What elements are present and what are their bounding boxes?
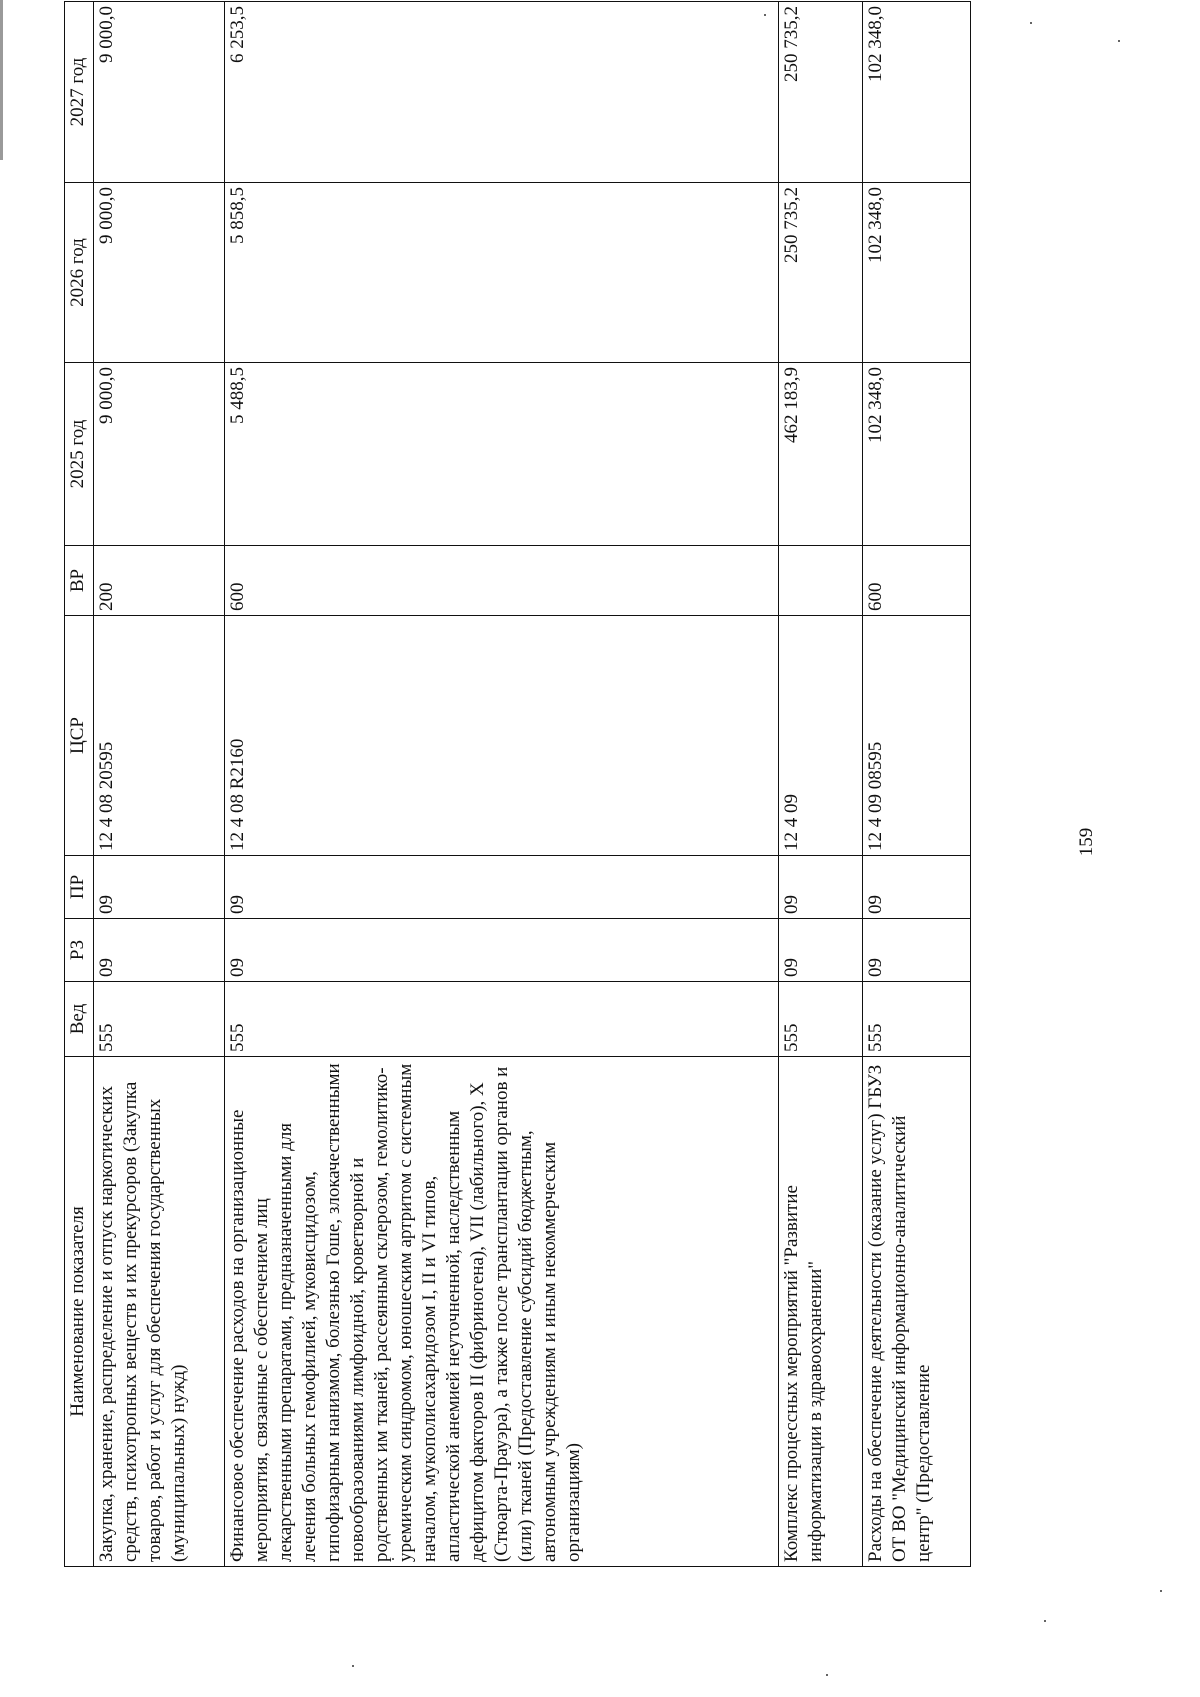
row-pr: 09 — [778, 856, 862, 919]
row-2025: 102 348,0 — [862, 363, 970, 546]
row-csr: 12 4 09 — [778, 616, 862, 856]
row-2025: 462 183,9 — [778, 363, 862, 546]
row-2027: 9 000,0 — [94, 2, 225, 183]
row-2026: 102 348,0 — [862, 183, 970, 363]
row-name: Финансовое обеспечение расходов на организационные мероприятия, связанные с обеспечением лиц лекарственными препаратами, предназначенными для лечения больных гемофилией, муковисцидозом, гипофизарным нанизмом, болезнью Гоше, злокачественными новообразованиями лимфоидной, кроветворной и родственных им тканей, рассеянным склерозом, гемолитико-уремическим синдромом, юношеским артритом с системным началом, мукополисахаридозом I, II и VI типов, апластической анемией неуточненной, наследственным дефицитом факторов II (фибриногена), VII (лабильного), X (Стюарта-Прауэра), а также после трансплантации органов и (или) тканей (Предоставление субсидий бюджетным, автономным учреждениям и иным некоммерческим организациям) — [225, 1057, 779, 1567]
row-2026: 250 735,2 — [778, 183, 862, 363]
row-2027: 6 253,5 — [225, 2, 779, 183]
row-ved: 555 — [862, 982, 970, 1057]
header-2026: 2026 год — [65, 183, 94, 363]
header-2027: 2027 год — [65, 2, 94, 183]
row-name: Комплекс процессных мероприятий "Развитие информатизации в здравоохранении" — [778, 1057, 862, 1567]
row-2025: 9 000,0 — [94, 363, 225, 546]
header-rz: РЗ — [65, 919, 94, 982]
row-vr: 600 — [862, 546, 970, 616]
header-2025: 2025 год — [65, 363, 94, 546]
row-ved: 555 — [94, 982, 225, 1057]
header-row — [65, 2, 94, 1567]
row-2026: 5 858,5 — [225, 183, 779, 363]
row-vr: 200 — [94, 546, 225, 616]
rotated-page — [0, 7, 1180, 1697]
row-rz: 09 — [225, 919, 779, 982]
row-vr: 600 — [225, 546, 779, 616]
header-name: Наименование показателя — [65, 1057, 94, 1567]
header-csr: ЦСР — [65, 616, 94, 856]
row-pr: 09 — [862, 856, 970, 919]
row-pr: 09 — [94, 856, 225, 919]
page-number: 159 — [1076, 827, 1097, 857]
table-row — [778, 2, 862, 1567]
header-ved: Вед — [65, 982, 94, 1057]
table-row — [94, 2, 225, 1567]
row-ved: 555 — [778, 982, 862, 1057]
row-ved: 555 — [225, 982, 779, 1057]
row-csr: 12 4 08 20595 — [94, 616, 225, 856]
row-2027: 102 348,0 — [862, 2, 970, 183]
row-pr: 09 — [225, 856, 779, 919]
row-name: Расходы на обеспечение деятельности (оказание услуг) ГБУЗ ОТ ВО "Медицинский информационно-аналитический центр" (Предоставление — [862, 1057, 970, 1567]
row-rz: 09 — [862, 919, 970, 982]
table-row — [862, 2, 970, 1567]
budget-table — [64, 1, 971, 1567]
header-pr: ПР — [65, 856, 94, 919]
row-csr: 12 4 08 R2160 — [225, 616, 779, 856]
row-rz: 09 — [94, 919, 225, 982]
row-rz: 09 — [778, 919, 862, 982]
row-2026: 9 000,0 — [94, 183, 225, 363]
row-2025: 5 488,5 — [225, 363, 779, 546]
row-vr — [778, 546, 862, 616]
row-csr: 12 4 09 08595 — [862, 616, 970, 856]
row-name: Закупка, хранение, распределение и отпуск наркотических средств, психотропных веществ и их прекурсоров (Закупка товаров, работ и услуг для обеспечения государственных (муниципальных) нужд) — [94, 1057, 225, 1567]
table-row — [225, 2, 779, 1567]
row-2027: 250 735,2 — [778, 2, 862, 183]
header-vr: ВР — [65, 546, 94, 616]
